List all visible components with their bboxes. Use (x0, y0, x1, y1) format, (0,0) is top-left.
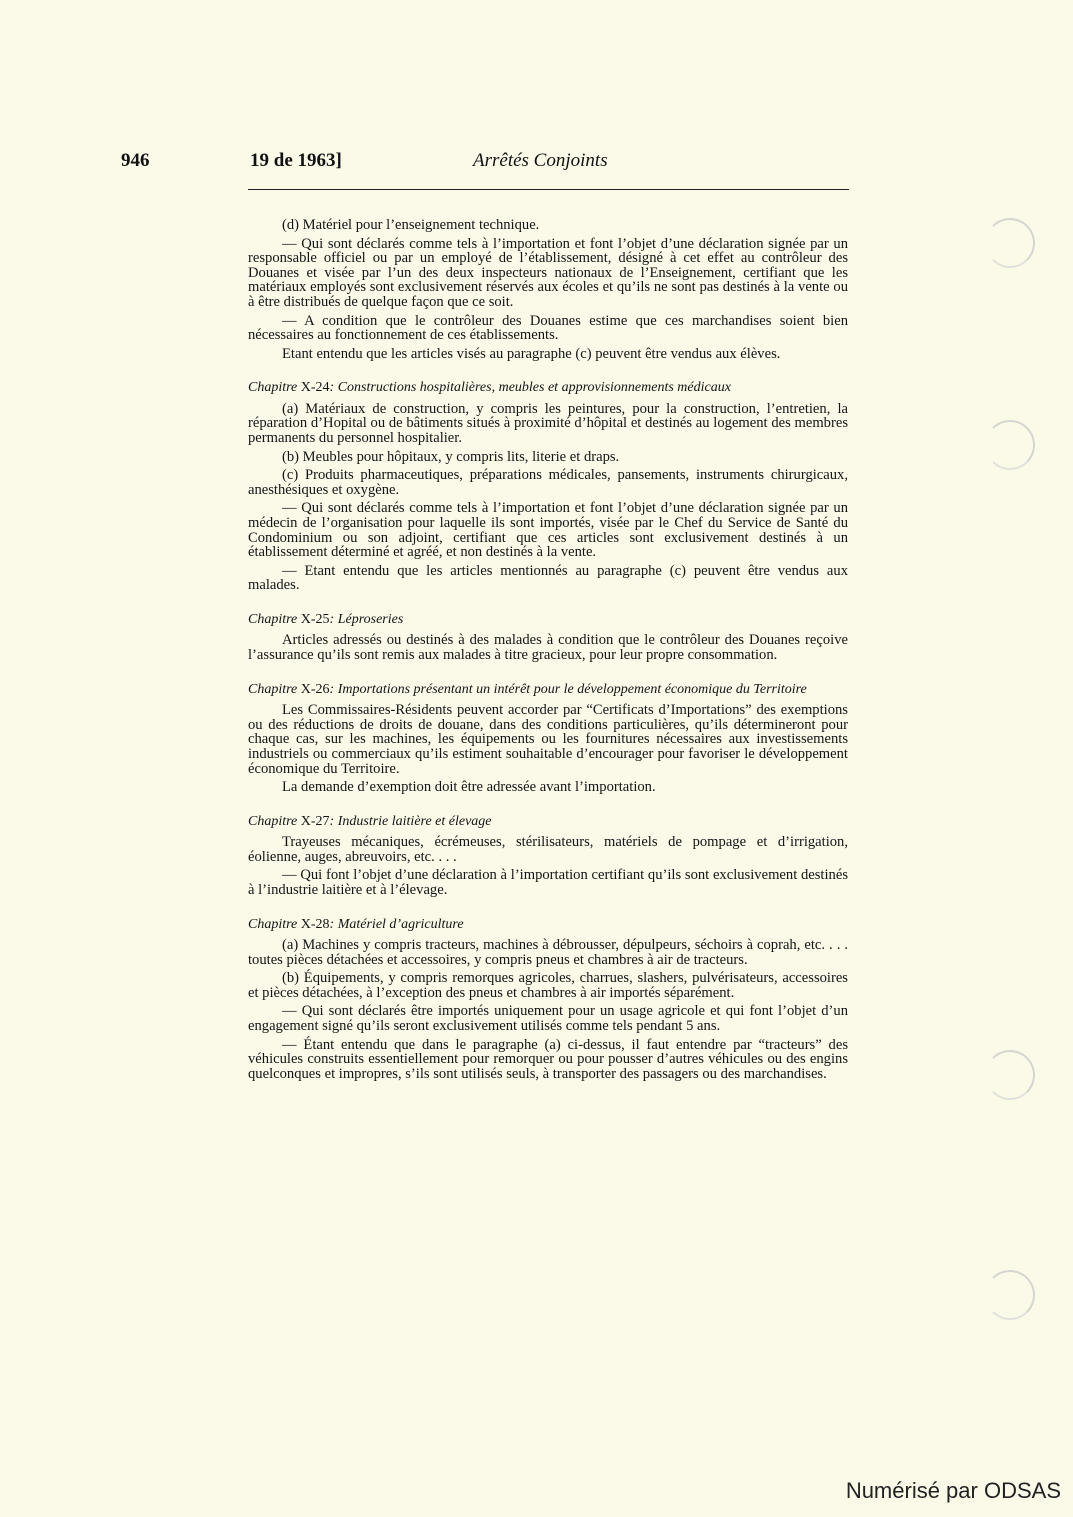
paragraph: Etant entendu que les articles visés au paragraphe (c) peuvent être vendus aux élèves. (282, 345, 781, 362)
chapter-number: X-26 (300, 681, 330, 697)
paragraph: Articles adressés ou destinés à des malades à condition que le contrôleur des Douanes reçoive l’assurance qu’ils sont remis aux malades à titre gracieux, pour leur propre consommation. (248, 632, 848, 664)
paragraph: — Étant entendu que dans le paragraphe (a) ci-dessus, il faut entendre par “tracteurs” des véhicules construits essentiellement pour remorquer ou pour pousser d’autres véhicules ou des engins quelconques et impropres, s’ils sont utilisés seuls, à transporter des passagers ou des marchandises. (248, 1036, 848, 1082)
punch-hole-ring (985, 1050, 1035, 1100)
chapter-number: X-25 (300, 611, 330, 627)
punch-hole-ring (985, 1270, 1035, 1320)
chapter-label: Chapitre (248, 380, 298, 396)
paragraph: (a) Matériaux de construction, y compris les peintures, pour la construction, l’entretien, la réparation d’Hopital ou de bâtiments situés à proximité d’hôpital et destinés au logement des membres permanents du personnel hospitalier. (248, 400, 848, 447)
paragraph: — Qui font l’objet d’une déclaration à l’importation certifiant qu’ils sont exclusivement destinés à l’industrie laitière et à l’élevage. (248, 867, 848, 898)
page-header (121, 150, 849, 180)
header-rule (248, 189, 849, 190)
chapter-heading-x24 (248, 381, 848, 396)
chapter-label: Chapitre (248, 813, 298, 829)
page-number: 946 (121, 150, 150, 171)
chapter-title: : Importations présentant un intérêt pour le développement économique du Territoire (329, 681, 807, 697)
chapter-number: X-27 (300, 813, 330, 829)
section-d-heading: (d) Matériel pour l’enseignement technique. (282, 217, 540, 233)
paragraph: (b) Meubles pour hôpitaux, y compris lits, literie et draps. (282, 448, 620, 465)
chapter-number: X-28 (300, 916, 330, 932)
paragraph: (c) Produits pharmaceutiques, préparations médicales, pansements, instruments chirurgicaux, anesthésiques et oxygène. (248, 467, 848, 498)
punch-hole-ring (985, 420, 1035, 470)
paragraph: — Qui sont déclarés comme tels à l’importation et font l’objet d’une déclaration signée par un médecin de l’organisation pour laquelle ils sont importés, visée par le Chef du Service de Santé du Condominium ou son adjoint, certifiant que ces articles sont exclusivement destinés à un établissement déterminé et agréé, et non destinés à la vente. (248, 500, 848, 561)
chapter-heading-x28 (248, 918, 848, 933)
paragraph: — Qui sont déclarés être importés uniquement pour un usage agricole et qui font l’objet d’un engagement signé qu’ils seront exclusivement utilisés comme tels pendant 5 ans. (248, 1003, 848, 1035)
punch-hole-ring (985, 218, 1035, 268)
chapter-heading-x26 (248, 683, 848, 698)
paragraph: — Qui sont déclarés comme tels à l’importation et font l’objet d’une déclaration signée par un responsable officiel ou par un employé de l’établissement, désigné à cet effet au contrôleur des Douanes et visée par l’un des deux inspecteurs nationaux de l’Enseignement, certifiant que les matériaux employés sont exclusivement réservés aux écoles et qu’ils ne sont pas destinés à la vente ou à être distribués de quelque façon que ce soit. (248, 235, 848, 310)
paragraph: (a) Machines y compris tracteurs, machines à débrousser, dépulpeurs, séchoirs à coprah, etc. . . . toutes pièces détachées et accessoires, y compris pneus et chambres à air de tracteurs. (248, 937, 848, 968)
document-body (248, 218, 848, 1085)
header-title: Arrêtés Conjoints (473, 150, 608, 171)
chapter-label: Chapitre (248, 611, 298, 627)
chapter-label: Chapitre (248, 681, 298, 697)
chapter-number: X-24 (300, 380, 330, 396)
chapter-heading-x27 (248, 815, 848, 830)
paragraph: — Etant entendu que les articles mentionnés au paragraphe (c) peuvent être vendus aux malades. (248, 562, 848, 594)
chapter-title: : Constructions hospitalières, meubles et approvisionnements médicaux (329, 380, 731, 396)
paragraph: La demande d’exemption doit être adressée avant l’importation. (282, 779, 656, 796)
paragraph: — A condition que le contrôleur des Douanes estime que ces marchandises soient bien nécessaires au fonctionnement de ces établissements. (248, 312, 848, 344)
chapter-label: Chapitre (248, 916, 298, 932)
chapter-heading-x25 (248, 613, 848, 628)
digitization-credit: Numérisé par ODSAS (845, 1478, 1061, 1503)
chapter-title: : Léproseries (329, 611, 404, 627)
paragraph: Trayeuses mécaniques, écrémeuses, stérilisateurs, matériels de pompage et d’irrigation, éolienne, auges, abreuvoirs, etc. . . . (248, 834, 848, 865)
paragraph: Les Commissaires-Résidents peuvent accorder par “Certificats d’Importations” des exemptions ou des réductions de droits de douane, dans des conditions particulières, qu’ils détermineront pour chaque cas, sur les machines, les équipements ou les fournitures nécessaires aux investissements industriels ou commerciaux qu’ils estiment souhaitable d’encourager pour favoriser le développement économique du Territoire. (248, 702, 848, 777)
header-year: 19 de 1963] (250, 150, 342, 171)
chapter-title: : Industrie laitière et élevage (329, 813, 492, 829)
chapter-title: : Matériel d’agriculture (329, 916, 464, 932)
paragraph: (b) Équipements, y compris remorques agricoles, charrues, slashers, pulvérisateurs, accessoires et pièces détachées, à l’exception des pneus et chambres à air importés séparément. (248, 970, 848, 1001)
